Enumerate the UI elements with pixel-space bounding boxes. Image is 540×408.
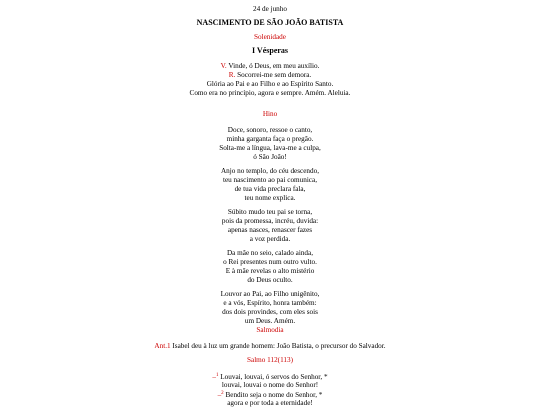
- hymn-line: teu nome explica.: [244, 194, 296, 202]
- hymn-line: pois da promessa, incréu, duvida:: [221, 217, 319, 225]
- response-marker: R.: [228, 71, 236, 79]
- psalmody-heading: Salmodia: [256, 326, 284, 334]
- hymn-line: Da mãe no seio, calado ainda,: [226, 249, 313, 257]
- hymn-line: Súbito mudo teu pai se torna,: [227, 208, 313, 216]
- psalm-verse-2b: agora e por toda a eternidade!: [227, 399, 313, 407]
- hymn-line: apenas nasces, renascer fazes: [227, 226, 313, 234]
- hymn-line: minha garganta faça o pregão.: [226, 135, 314, 143]
- gloria-line-2: Como era no princípio, agora e sempre. Amém. Aleluia.: [189, 89, 351, 97]
- hymn-line: Solta-me a língua, lava-me a culpa,: [219, 144, 321, 152]
- date-line: 24 de junho: [253, 5, 287, 13]
- psalm-heading: Salmo 112(113): [247, 356, 293, 364]
- hymn-line: e a vós, Espírito, honra também:: [223, 299, 317, 307]
- hymn-line: Doce, sonoro, ressoe o canto,: [227, 126, 313, 134]
- verse-text: Louvai, louvai, ó servos do Senhor, *: [218, 373, 328, 381]
- verse-text: Bendito seja o nome do Senhor, *: [223, 391, 323, 399]
- hymn-line: Louvor ao Pai, ao Filho unigênito,: [220, 290, 320, 298]
- hymn-heading: Hino: [262, 110, 278, 118]
- hymn-line: ó São João!: [253, 153, 287, 161]
- hymn-line: a voz perdida.: [249, 235, 291, 243]
- hymn-line: do Deus oculto.: [247, 276, 293, 284]
- psalm-verse-1b: louvai, louvai o nome do Senhor!: [221, 381, 319, 389]
- hymn-line: um Deus. Amém.: [244, 317, 296, 325]
- hymn-line: Anjo no templo, do céu descendo,: [220, 167, 319, 175]
- hymn-line: de tua vida preclara fala,: [234, 185, 306, 193]
- response-text: Socorrei-me sem demora.: [235, 71, 312, 79]
- versicle-text: Vinde, ó Deus, em meu auxílio.: [226, 62, 320, 70]
- verse-number: 2: [221, 391, 224, 396]
- gloria-line-1: Glória ao Pai e ao Filho e ao Espírito Santo.: [206, 80, 334, 88]
- hymn-line: dos dois provindes, com eles sois: [222, 308, 318, 316]
- verse-marker: –: [217, 391, 222, 399]
- feast-title: NASCIMENTO DE SÃO JOÃO BATISTA: [196, 18, 344, 27]
- antiphon-line: [0, 341, 540, 351]
- antiphon-text: Isabel deu à luz um grande homem: João Batista, o precursor do Salvador.: [170, 342, 386, 350]
- rank-label: Solenidade: [254, 33, 286, 41]
- hymn-line: o Rei presentes num outro vulto.: [223, 258, 317, 266]
- hymn-line: E à mãe revelas o alto mistério: [225, 267, 315, 275]
- versicle-marker: V.: [220, 62, 227, 70]
- hymn-line: teu nascimento ao pai comunica,: [222, 176, 317, 184]
- verse-number: 1: [215, 373, 219, 378]
- hour-title: I Vésperas: [251, 46, 289, 55]
- antiphon-marker: Ant.1: [154, 342, 171, 350]
- verse-marker: –: [212, 373, 216, 381]
